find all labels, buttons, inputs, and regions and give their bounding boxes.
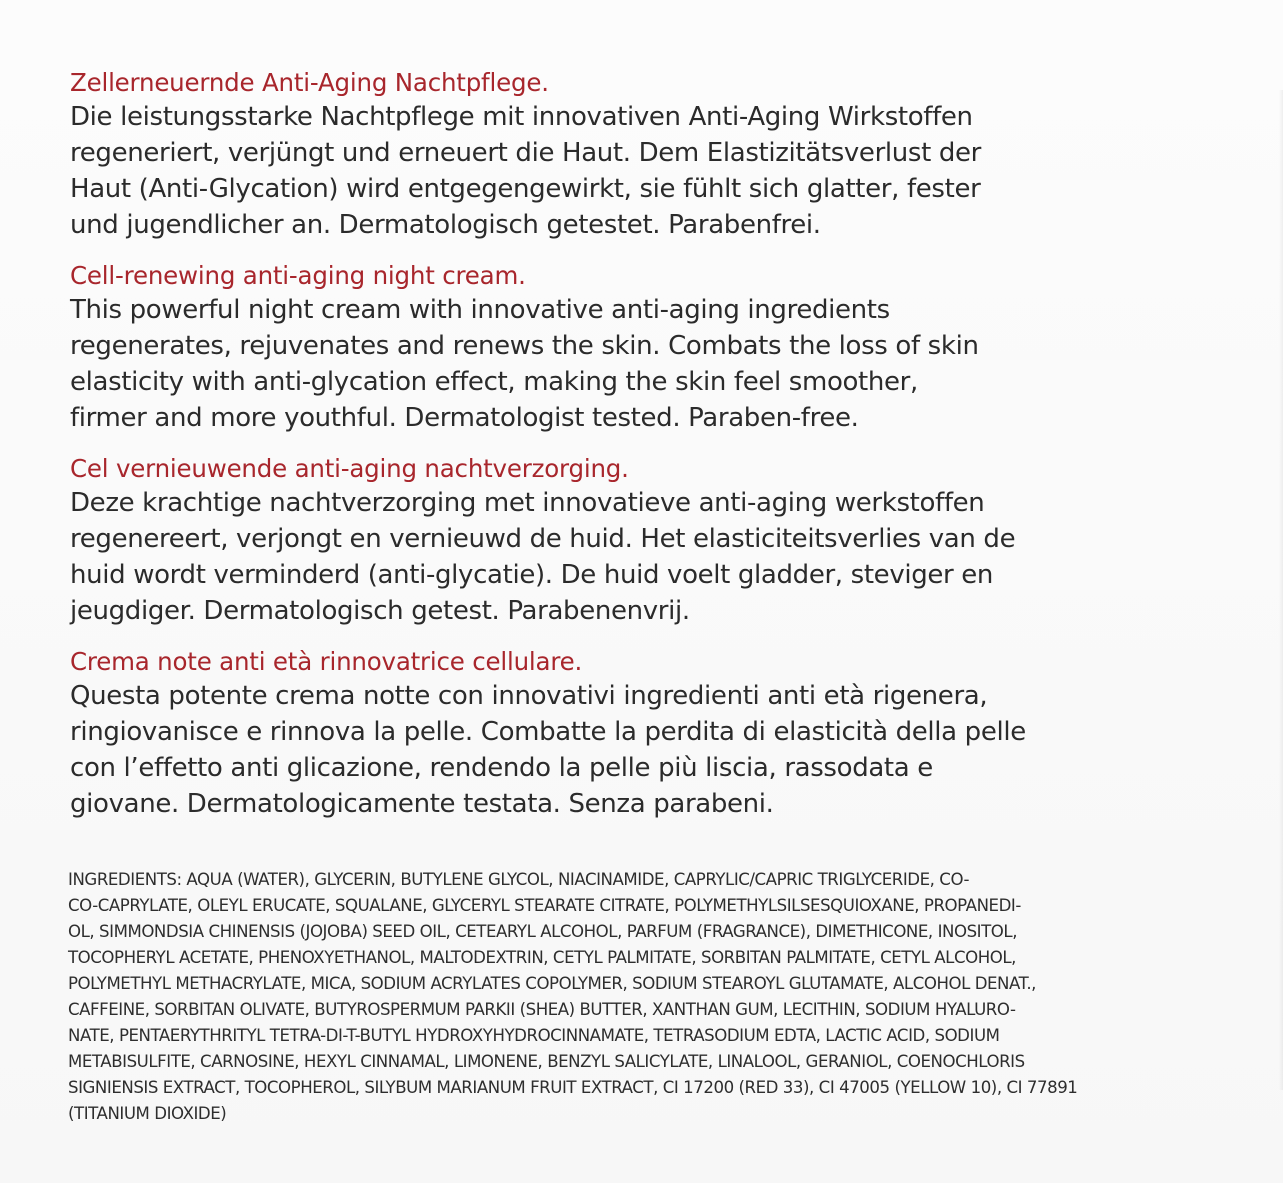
description-line: Die leistungsstarke Nachtpflege mit innovativen Anti-Aging Wirkstoffen bbox=[70, 102, 973, 132]
ingredients-line: (TITANIUM DIOXIDE) bbox=[68, 1104, 227, 1123]
description-line: Questa potente crema notte con innovativi ingredienti anti età rigenera, bbox=[70, 681, 988, 711]
section-italian bbox=[70, 645, 1230, 822]
description-line: elasticity with anti-glycation effect, making the skin feel smoother, bbox=[70, 367, 918, 397]
section-dutch bbox=[70, 452, 1230, 629]
section-english bbox=[70, 259, 1230, 436]
ingredients-line: CAFFEINE, SORBITAN OLIVATE, BUTYROSPERMUM PARKII (SHEA) BUTTER, XANTHAN GUM, LECITHIN, SODIUM HYALURO- bbox=[68, 1000, 1016, 1019]
ingredients-line: SIGNIENSIS EXTRACT, TOCOPHEROL, SILYBUM MARIANUM FRUIT EXTRACT, CI 17200 (RED 33), CI 47005 (YELLOW 10), CI 77891 bbox=[68, 1078, 1078, 1097]
section-title-dutch: Cel vernieuwende anti-aging nachtverzorging. bbox=[70, 454, 629, 483]
section-german bbox=[70, 66, 1230, 243]
description-line: Haut (Anti-Glycation) wird entgegengewirkt, sie fühlt sich glatter, fester bbox=[70, 174, 981, 204]
description-line: jeugdiger. Dermatologisch getest. Parabenenvrij. bbox=[70, 596, 690, 626]
description-line: regenereert, verjongt en vernieuwd de huid. Het elasticiteitsverlies van de bbox=[70, 524, 1016, 554]
description-line: This powerful night cream with innovative anti-aging ingredients bbox=[70, 295, 890, 325]
ingredients-line: POLYMETHYL METHACRYLATE, MICA, SODIUM ACRYLATES COPOLYMER, SODIUM STEAROYL GLUTAMATE, ALCOHOL DENAT., bbox=[68, 974, 1037, 993]
description-line: regeneriert, verjüngt und erneuert die Haut. Dem Elastizitätsverlust der bbox=[70, 138, 982, 168]
description-line: regenerates, rejuvenates and renews the skin. Combats the loss of skin bbox=[70, 331, 979, 361]
ingredients-line: CO-CAPRYLATE, OLEYL ERUCATE, SQUALANE, GLYCERYL STEARATE CITRATE, POLYMETHYLSILSESQUIOXANE, PROPANEDI- bbox=[68, 896, 1021, 915]
section-title-italian: Crema note anti età rinnovatrice cellulare. bbox=[70, 647, 583, 676]
description-line: firmer and more youthful. Dermatologist tested. Paraben-free. bbox=[70, 403, 859, 433]
description-line: Deze krachtige nachtverzorging met innovatieve anti-aging werkstoffen bbox=[70, 488, 985, 518]
package-edge-shadow bbox=[1279, 90, 1283, 1090]
section-title-english: Cell-renewing anti-aging night cream. bbox=[70, 261, 526, 290]
ingredients-line: OL, SIMMONDSIA CHINENSIS (JOJOBA) SEED OIL, CETEARYL ALCOHOL, PARFUM (FRAGRANCE), DIMETHICONE, INOSITOL, bbox=[68, 922, 1018, 941]
ingredients-line: METABISULFITE, CARNOSINE, HEXYL CINNAMAL, LIMONENE, BENZYL SALICYLATE, LINALOOL, GERANIOL, COENOCHLORIS bbox=[68, 1052, 1025, 1071]
description-line: giovane. Dermatologicamente testata. Senza parabeni. bbox=[70, 789, 774, 819]
section-title-german: Zellerneuernde Anti-Aging Nachtpflege. bbox=[70, 68, 549, 97]
description-line: ringiovanisce e rinnova la pelle. Combatte la perdita di elasticità della pelle bbox=[70, 717, 1026, 747]
ingredients-line: INGREDIENTS: AQUA (WATER), GLYCERIN, BUTYLENE GLYCOL, NIACINAMIDE, CAPRYLIC/CAPRIC TRIGLYCERIDE, CO- bbox=[68, 870, 970, 889]
product-descriptions bbox=[70, 66, 1230, 838]
description-line: huid wordt verminderd (anti-glycatie). De huid voelt gladder, steviger en bbox=[70, 560, 994, 590]
description-line: con l’effetto anti glicazione, rendendo la pelle più liscia, rassodata e bbox=[70, 753, 933, 783]
ingredients-list bbox=[68, 867, 1198, 1127]
ingredients-line: TOCOPHERYL ACETATE, PHENOXYETHANOL, MALTODEXTRIN, CETYL PALMITATE, SORBITAN PALMITATE, CETYL ALCOHOL, bbox=[68, 948, 1016, 967]
ingredients-line: NATE, PENTAERYTHRITYL TETRA-DI-T-BUTYL HYDROXYHYDROCINNAMATE, TETRASODIUM EDTA, LACTIC ACID, SODIUM bbox=[68, 1026, 1000, 1045]
description-line: und jugendlicher an. Dermatologisch getestet. Parabenfrei. bbox=[70, 210, 821, 240]
